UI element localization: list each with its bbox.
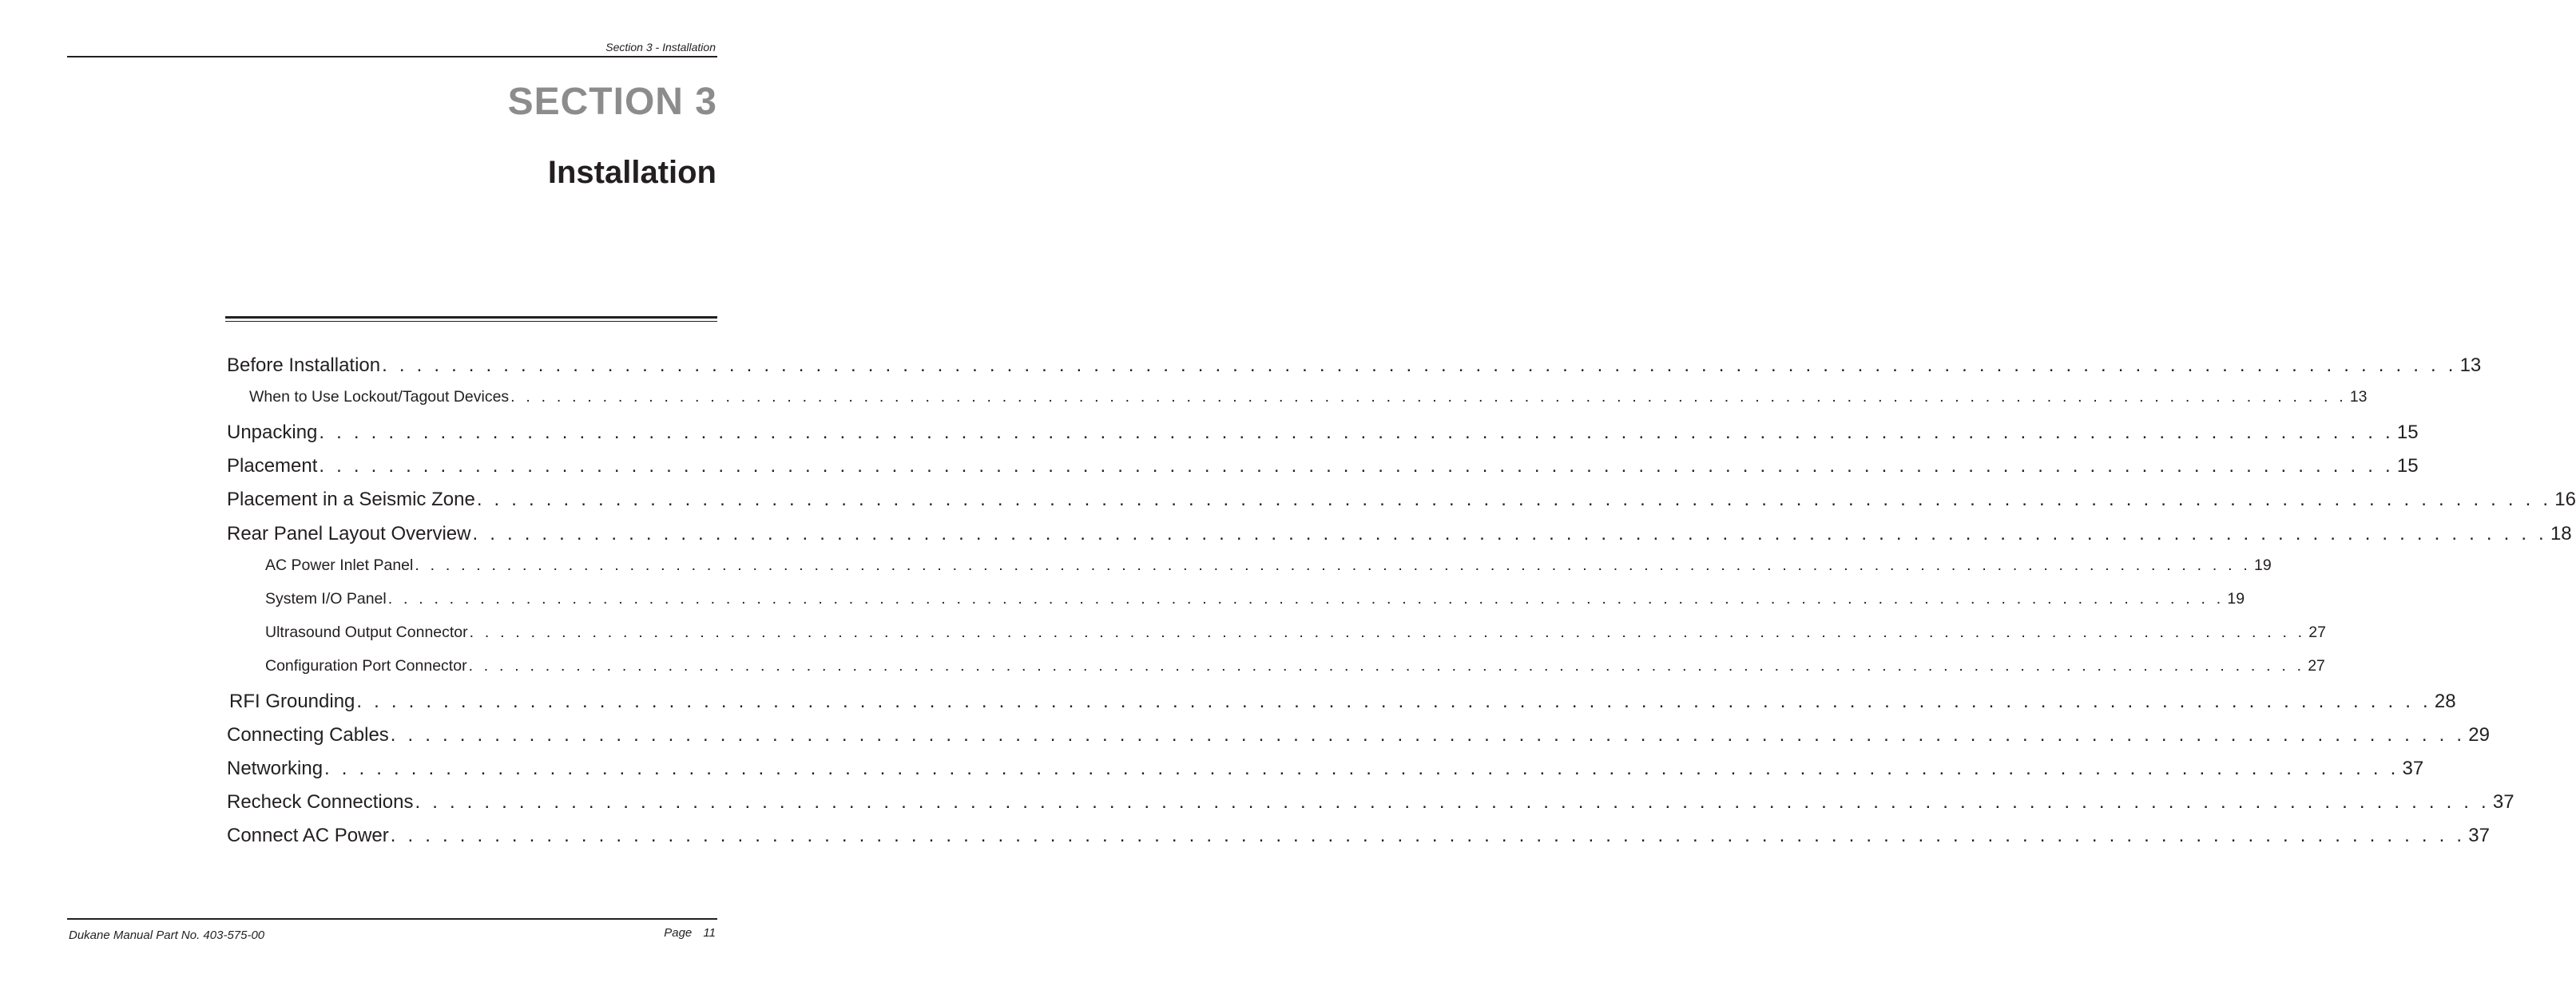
toc-dot-leader: . . . . . . . . . . . . . . . . . . . . . . . . . . . . . . . . . . . . . . . . . . . . . . . . . . . . . . . . . . . . . . . . . . . . . . . . . . . . . . . . . . . . . . . . . . . . . . . . . . . . . . . . . . . . . . . . . . . . . . . .	[415, 791, 2490, 814]
manual-part-number: Dukane Manual Part No. 403-575-00	[69, 929, 265, 942]
toc-entry	[265, 623, 2326, 642]
toc-dot-leader: . . . . . . . . . . . . . . . . . . . . . . . . . . . . . . . . . . . . . . . . . . . . . . . . . . . . . . . . . . . . . . . . . . . . . . . . . . . . . . . . . . . . . . . . . . . . . . . . . . . . . . . . . . . . . . . . . . . . . . . .	[472, 522, 2547, 544]
toc-entry	[227, 354, 2482, 377]
section-number: SECTION 3	[507, 81, 717, 123]
toc-entry	[227, 825, 2490, 847]
toc-entry-page: 16	[2554, 489, 2576, 511]
toc-entry-label: Networking	[227, 758, 323, 780]
toc-entry-page: 19	[2254, 556, 2272, 574]
toc-entry	[227, 522, 2572, 545]
toc-entry	[227, 724, 2490, 746]
toc-dot-leader: . . . . . . . . . . . . . . . . . . . . . . . . . . . . . . . . . . . . . . . . . . . . . . . . . . . . . . . . . . . . . . . . . . . . . . . . . . . . . . . . . . . . . . . . . . . . . . . . . . . . . . . . . . . . . . . . . . . . . . . .	[319, 455, 2394, 477]
toc-entry-page: 37	[2492, 791, 2514, 814]
toc-entry-page: 28	[2434, 691, 2456, 712]
toc-entry-label: Configuration Port Connector	[265, 656, 467, 675]
toc-entry	[227, 758, 2424, 780]
footer-rule	[67, 918, 717, 920]
toc-entry	[227, 422, 2419, 444]
toc-entry-page: 15	[2396, 455, 2419, 477]
toc-entry-page: 15	[2396, 422, 2419, 444]
toc-entry-label: Unpacking	[227, 422, 318, 444]
toc-dot-leader: . . . . . . . . . . . . . . . . . . . . . . . . . . . . . . . . . . . . . . . . . . . . . . . . . . . . . . . . . . . . . . . . . . . . . . . . . . . . . . . . . . . . . . . . . . . . . . . . . . . . . . . . . . . . . . . . . . . . . . . .	[319, 422, 2394, 444]
toc-dot-leader: . . . . . . . . . . . . . . . . . . . . . . . . . . . . . . . . . . . . . . . . . . . . . . . . . . . . . . . . . . . . . . . . . . . . . . . . . . . . . . . . . . . . . . . . . . . . . . . . . . . . . . . . . . . . . . . . . . . . . . . .	[476, 489, 2552, 511]
toc-entry-label: Connecting Cables	[227, 724, 389, 746]
toc-entry-page: 27	[2308, 623, 2326, 641]
toc-entry-label: Placement	[227, 455, 318, 477]
toc-entry-page: 37	[2402, 758, 2424, 780]
running-header: Section 3 - Installation	[605, 41, 716, 53]
toc-entry-label: Rear Panel Layout Overview	[227, 522, 471, 544]
toc-entry-page: 27	[2308, 656, 2325, 675]
toc-entry-label: Placement in a Seismic Zone	[227, 489, 475, 511]
toc-entry-label: AC Power Inlet Panel	[265, 556, 414, 574]
toc-entry	[227, 489, 2576, 511]
toc-entry-page: 13	[2459, 354, 2482, 376]
toc-entry	[265, 589, 2245, 608]
toc-dot-leader: . . . . . . . . . . . . . . . . . . . . . . . . . . . . . . . . . . . . . . . . . . . . . . . . . . . . . . . . . . . . . . . . . . . . . . . . . . . . . . . . . . . . . . . . . . . . . . . . . . . . . . . . . . . . . . . . . . . . . . . .	[387, 589, 2225, 608]
toc-entry-label: Recheck Connections	[227, 791, 414, 814]
toc-entry-label: RFI Grounding	[229, 691, 355, 712]
toc-entry-page: 18	[2550, 522, 2572, 544]
toc-dot-leader: . . . . . . . . . . . . . . . . . . . . . . . . . . . . . . . . . . . . . . . . . . . . . . . . . . . . . . . . . . . . . . . . . . . . . . . . . . . . . . . . . . . . . . . . . . . . . . . . . . . . . . . . . . . . . . . . . . . . . . . .	[390, 825, 2466, 847]
toc-dot-leader: . . . . . . . . . . . . . . . . . . . . . . . . . . . . . . . . . . . . . . . . . . . . . . . . . . . . . . . . . . . . . . . . . . . . . . . . . . . . . . . . . . . . . . . . . . . . . . . . . . . . . . . . . . . . . . . . . . . . . . . .	[390, 724, 2466, 746]
toc-entry	[227, 791, 2514, 814]
toc-entry-label: Connect AC Power	[227, 825, 389, 847]
toc-entry-page: 29	[2468, 724, 2490, 746]
toc-entry	[229, 691, 2456, 713]
toc-dot-leader: . . . . . . . . . . . . . . . . . . . . . . . . . . . . . . . . . . . . . . . . . . . . . . . . . . . . . . . . . . . . . . . . . . . . . . . . . . . . . . . . . . . . . . . . . . . . . . . . . . . . . . . . . . . . . . . . . . . . . . . .	[382, 354, 2457, 376]
toc-dot-leader: . . . . . . . . . . . . . . . . . . . . . . . . . . . . . . . . . . . . . . . . . . . . . . . . . . . . . . . . . . . . . . . . . . . . . . . . . . . . . . . . . . . . . . . . . . . . . . . . . . . . . . . . . . . . . . . . . . . . . . . .	[415, 556, 2251, 574]
toc-dot-leader: . . . . . . . . . . . . . . . . . . . . . . . . . . . . . . . . . . . . . . . . . . . . . . . . . . . . . . . . . . . . . . . . . . . . . . . . . . . . . . . . . . . . . . . . . . . . . . . . . . . . . . . . . . . . . . . . . . . . . . . .	[468, 656, 2305, 675]
toc-entry	[265, 556, 2272, 575]
toc-entry-page: 13	[2349, 388, 2368, 406]
section-title: Installation	[547, 155, 716, 190]
toc-dot-leader: . . . . . . . . . . . . . . . . . . . . . . . . . . . . . . . . . . . . . . . . . . . . . . . . . . . . . . . . . . . . . . . . . . . . . . . . . . . . . . . . . . . . . . . . . . . . . . . . . . . . . . . . . . . . . . . . . . . . . . . .	[324, 758, 2399, 780]
toc-entry-label: When to Use Lockout/Tagout Devices	[249, 388, 510, 406]
toc-entry-label: System I/O Panel	[265, 589, 387, 608]
toc-entry	[249, 388, 2368, 406]
toc-dot-leader: . . . . . . . . . . . . . . . . . . . . . . . . . . . . . . . . . . . . . . . . . . . . . . . . . . . . . . . . . . . . . . . . . . . . . . . . . . . . . . . . . . . . . . . . . . . . . . . . . . . . . . . . . . . . . . . . . . . . . . . .	[469, 623, 2306, 641]
page-number: Page 11	[664, 926, 716, 940]
toc-entry	[265, 656, 2325, 675]
toc-entry-label: Before Installation	[227, 354, 381, 376]
toc-dot-leader: . . . . . . . . . . . . . . . . . . . . . . . . . . . . . . . . . . . . . . . . . . . . . . . . . . . . . . . . . . . . . . . . . . . . . . . . . . . . . . . . . . . . . . . . . . . . . . . . . . . . . . . . . . . . . . . . . . . . . . . .	[510, 388, 2347, 406]
toc-entry-page: 37	[2468, 825, 2490, 847]
toc-dot-leader: . . . . . . . . . . . . . . . . . . . . . . . . . . . . . . . . . . . . . . . . . . . . . . . . . . . . . . . . . . . . . . . . . . . . . . . . . . . . . . . . . . . . . . . . . . . . . . . . . . . . . . . . . . . . . . . . . . . . . . . .	[356, 691, 2431, 712]
toc-entry-label: Ultrasound Output Connector	[265, 623, 468, 641]
toc-entry	[227, 455, 2419, 477]
toc-entry-page: 19	[2227, 589, 2245, 608]
